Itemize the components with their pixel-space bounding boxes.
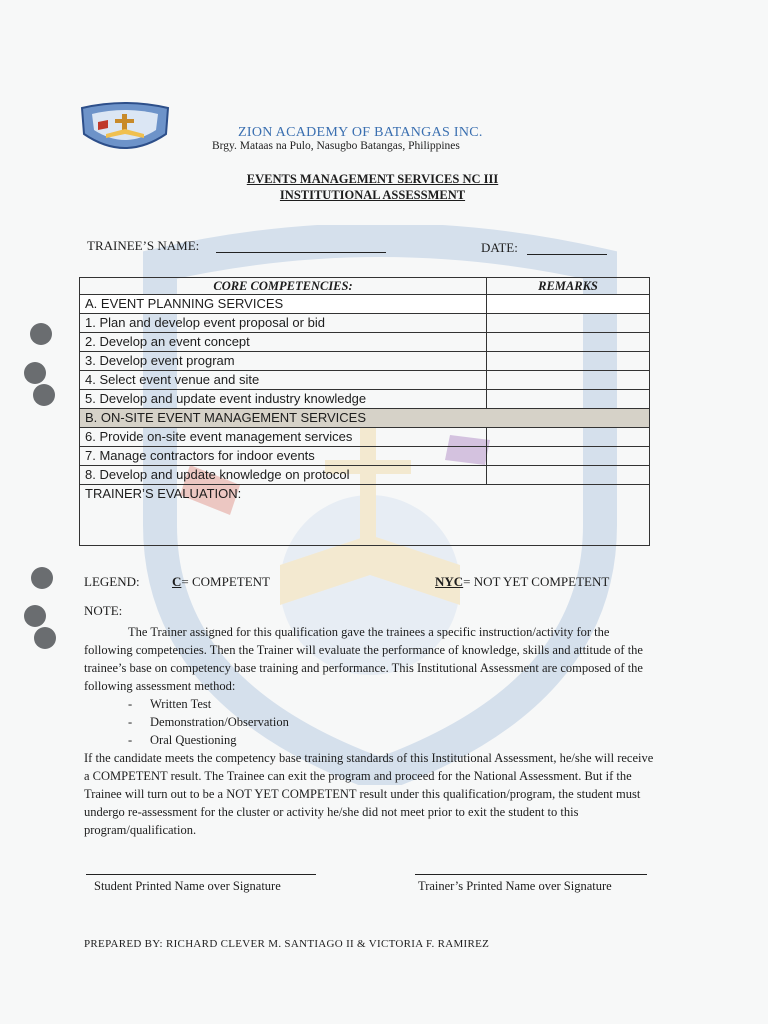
table-row bbox=[80, 314, 650, 333]
logo-seal-icon bbox=[78, 100, 172, 156]
legend-not-yet-competent bbox=[435, 574, 609, 590]
list-item: - Oral Questioning bbox=[128, 733, 237, 747]
competency-label: 5. Develop and update event industry knowledge bbox=[80, 390, 487, 409]
method-label: Demonstration/Observation bbox=[150, 715, 289, 729]
school-address: Brgy. Mataas na Pulo, Nasugbo Batangas, Philippines bbox=[212, 140, 460, 152]
trainer-signature-line[interactable] bbox=[415, 874, 647, 875]
table-row bbox=[80, 333, 650, 352]
section-b-row bbox=[80, 409, 650, 428]
punch-hole bbox=[24, 362, 46, 384]
punch-hole bbox=[34, 627, 56, 649]
competency-label: 6. Provide on-site event management services bbox=[80, 428, 487, 447]
remarks-cell[interactable] bbox=[487, 314, 650, 333]
competency-label: 8. Develop and update knowledge on protocol bbox=[80, 466, 487, 485]
competency-label: 2. Develop an event concept bbox=[80, 333, 487, 352]
prepared-by: PREPARED BY: RICHARD CLEVER M. SANTIAGO II & VICTORIA F. RAMIREZ bbox=[84, 938, 490, 950]
table-row bbox=[80, 428, 650, 447]
date-field[interactable] bbox=[527, 254, 607, 255]
remarks-cell[interactable] bbox=[487, 466, 650, 485]
list-item: - Written Test bbox=[128, 697, 212, 711]
competency-label: 4. Select event venue and site bbox=[80, 371, 487, 390]
legend-c-code: C bbox=[172, 574, 182, 589]
competency-label: 3. Develop event program bbox=[80, 352, 487, 371]
competency-label: 7. Manage contractors for indoor events bbox=[80, 447, 487, 466]
remarks-cell[interactable] bbox=[487, 390, 650, 409]
legend-c-text: = COMPETENT bbox=[181, 574, 270, 589]
punch-hole bbox=[33, 384, 55, 406]
legend-label: LEGEND: bbox=[84, 574, 140, 589]
trainer-signature-label: Trainer’s Printed Name over Signature bbox=[418, 879, 612, 893]
date-label: DATE: bbox=[481, 240, 518, 255]
remarks-cell[interactable] bbox=[487, 352, 650, 371]
remarks-cell[interactable] bbox=[487, 295, 650, 314]
core-competencies-header: CORE COMPETENCIES: bbox=[80, 278, 487, 295]
trainer-evaluation-field[interactable]: TRAINER’S EVALUATION: bbox=[80, 485, 650, 546]
section-a-label: A. EVENT PLANNING SERVICES bbox=[80, 295, 487, 314]
document-subtitle: INSTITUTIONAL ASSESSMENT bbox=[279, 188, 466, 202]
note-paragraph-1: The Trainer assigned for this qualification gave the trainees a specific instruction/activity for the following competencies. Then the Trainer will evaluate the performance of knowledge, skills and attitude of the trainee’s base on competency base training and performance. This Institutional Assessment are composed of the following assessment method: bbox=[84, 625, 643, 693]
section-a-row bbox=[80, 295, 650, 314]
trainee-name-label: TRAINEE’S NAME: bbox=[87, 238, 200, 253]
table-row bbox=[80, 466, 650, 485]
legend-nyc-code: NYC bbox=[435, 574, 464, 589]
note-paragraph-2: If the candidate meets the competency base training standards of this Institutional Assessment, he/she will receive a COMPETENT result. The Trainee can exit the program and proceed for the National Assessment. But if the Trainee will turn out to be a NOT YET COMPETENT result under this qualification/program, the student must undergo re-assessment for the cluster or activity he/she did not meet prior to exit the student to this program/qualification. bbox=[84, 751, 654, 837]
legend-competent bbox=[172, 574, 270, 590]
assessment-methods-list bbox=[84, 695, 654, 749]
method-label: Oral Questioning bbox=[150, 733, 237, 747]
school-name: ZION ACADEMY OF BATANGAS INC. bbox=[238, 125, 483, 140]
table-header-row bbox=[80, 278, 650, 295]
legend-nyc-text: = NOT YET COMPETENT bbox=[463, 574, 610, 589]
remarks-cell[interactable] bbox=[487, 333, 650, 352]
table-row bbox=[80, 352, 650, 371]
remarks-header: REMARKS bbox=[487, 278, 650, 295]
remarks-cell[interactable] bbox=[487, 371, 650, 390]
table-row bbox=[80, 447, 650, 466]
note-title: NOTE: bbox=[84, 603, 123, 618]
list-item: - Demonstration/Observation bbox=[128, 715, 289, 729]
remarks-cell[interactable] bbox=[487, 428, 650, 447]
note-body bbox=[84, 623, 654, 839]
table-row bbox=[80, 371, 650, 390]
punch-hole bbox=[31, 567, 53, 589]
punch-hole bbox=[30, 323, 52, 345]
method-label: Written Test bbox=[150, 697, 212, 711]
competencies-table bbox=[79, 277, 650, 546]
table-row bbox=[80, 390, 650, 409]
student-signature-line[interactable] bbox=[86, 874, 316, 875]
student-signature-label: Student Printed Name over Signature bbox=[94, 879, 281, 893]
punch-hole bbox=[24, 605, 46, 627]
competency-label: 1. Plan and develop event proposal or bid bbox=[80, 314, 487, 333]
remarks-cell[interactable] bbox=[487, 447, 650, 466]
section-b-label: B. ON-SITE EVENT MANAGEMENT SERVICES bbox=[80, 409, 650, 428]
trainee-name-field[interactable] bbox=[216, 252, 386, 253]
document-title: EVENTS MANAGEMENT SERVICES NC III bbox=[246, 172, 499, 186]
trainer-evaluation-row bbox=[80, 485, 650, 546]
